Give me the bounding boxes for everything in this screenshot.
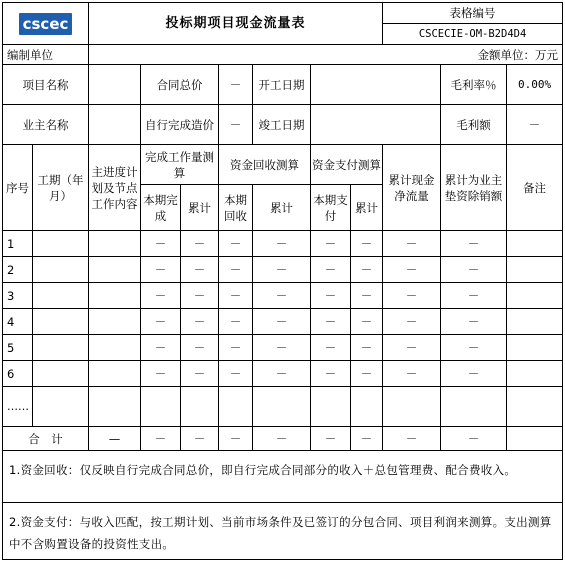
row-period[interactable] [33,309,89,335]
total-label: 合 计 [3,427,89,451]
owner-name-value[interactable] [89,105,141,145]
ellipsis-cell[interactable] [89,387,141,427]
row-value-cell[interactable]: － [253,309,311,335]
row-value-cell[interactable]: － [219,231,253,257]
project-name-value[interactable] [89,65,141,105]
total-cell: － [141,427,181,451]
amount-unit: 金额单位：万元 [383,45,563,65]
col-cum-pay-header: 累计 [351,185,383,231]
compiler-value[interactable] [89,45,383,65]
col-payment-header: 资金支付测算 [311,145,383,185]
row-value-cell[interactable]: － [181,257,219,283]
data-rows [3,231,563,387]
row-seq: 4 [3,309,33,335]
total-cell: － [383,427,441,451]
row-schedule[interactable] [89,335,141,361]
table-row [3,257,563,283]
total-cell: － [181,427,219,451]
ellipsis-cell[interactable] [441,387,507,427]
page-title: 投标期项目现金流量表 [89,3,383,45]
ellipsis-cell[interactable] [507,387,563,427]
row-value-cell[interactable]: － [141,231,181,257]
col-cum-advance-header: 累计为业主垫资除销额 [441,145,507,231]
row-value-cell[interactable]: － [253,335,311,361]
form-code: CSCECIE-OM-B2D4D4 [383,24,563,45]
row-remark[interactable] [507,361,563,387]
col-cum-done-header: 累计 [181,185,219,231]
row-value-cell[interactable]: － [253,283,311,309]
col-cum-collect-header: 累计 [253,185,311,231]
ellipsis-text: …… [7,399,29,413]
row-value-cell[interactable]: － [441,309,507,335]
col-schedule-header: 主进度计划及节点工作内容 [89,145,141,231]
row-remark[interactable] [507,283,563,309]
total-cell: － [351,427,383,451]
row-schedule[interactable] [89,283,141,309]
total-row [3,427,563,451]
ellipsis-cell[interactable] [181,387,219,427]
row-value-cell[interactable]: － [311,283,351,309]
row-seq: 2 [3,257,33,283]
row-value-cell[interactable]: － [181,361,219,387]
row-period[interactable] [33,283,89,309]
gross-profit-label: 毛利额 [441,105,507,145]
row-value-cell[interactable]: － [141,309,181,335]
row-value-cell[interactable]: － [311,231,351,257]
row-value-cell[interactable]: － [141,257,181,283]
col-cur-pay-header: 本期支付 [311,185,351,231]
table-row [3,231,563,257]
row-value-cell[interactable]: － [219,257,253,283]
total-remark[interactable] [507,427,563,451]
contract-total-value[interactable]: － [219,65,253,105]
start-date-value[interactable] [311,65,441,105]
ellipsis-cell[interactable] [141,387,181,427]
compiler-label: 编制单位 [3,45,89,65]
col-work-done-header: 完成工作量测算 [141,145,219,185]
col-collection-header: 资金回收测算 [219,145,311,185]
row-value-cell[interactable]: － [141,335,181,361]
row-seq: 5 [3,335,33,361]
col-period-header: 工期（年月） [33,145,89,231]
row-value-cell[interactable]: － [311,257,351,283]
row-period[interactable] [33,257,89,283]
row-schedule[interactable] [89,309,141,335]
gross-margin-rate-value[interactable]: 0.00% [507,65,563,105]
ellipsis-cell[interactable] [33,387,89,427]
col-remark-header: 备注 [507,145,563,231]
row-seq: 3 [3,283,33,309]
col-seq-header: 序号 [3,145,33,231]
ellipsis-cell[interactable] [351,387,383,427]
gross-margin-rate-label: 毛利率％ [441,65,507,105]
row-value-cell[interactable]: － [253,361,311,387]
row-value-cell[interactable]: － [351,335,383,361]
row-value-cell[interactable]: － [383,335,441,361]
row-value-cell[interactable]: － [181,335,219,361]
row-value-cell[interactable]: － [441,257,507,283]
row-remark[interactable] [507,257,563,283]
row-value-cell[interactable]: － [383,309,441,335]
row-value-cell[interactable]: － [253,257,311,283]
col-cur-done-header: 本期完成 [141,185,181,231]
completion-date-label: 竣工日期 [253,105,311,145]
row-value-cell[interactable]: － [441,335,507,361]
row-value-cell[interactable]: － [253,231,311,257]
table-row [3,335,563,361]
row-value-cell[interactable]: － [351,257,383,283]
row-remark[interactable] [507,309,563,335]
self-completed-label: 自行完成造价 [141,105,219,145]
completion-date-value[interactable] [311,105,441,145]
row-seq: 1 [3,231,33,257]
row-value-cell[interactable]: － [383,283,441,309]
total-cell: － [219,427,253,451]
row-schedule[interactable] [89,231,141,257]
row-schedule[interactable] [89,257,141,283]
row-value-cell[interactable]: － [141,283,181,309]
total-cell: － [311,427,351,451]
logo-cell [3,3,89,45]
ellipsis-cell[interactable] [383,387,441,427]
ellipsis-cell[interactable] [219,387,253,427]
form-code-label: 表格编号 [383,3,563,24]
project-name-label: 项目名称 [3,65,89,105]
row-value-cell[interactable]: － [181,231,219,257]
ellipsis-seq [3,387,33,427]
row-period[interactable] [33,361,89,387]
note-1: 1.资金回收：仅反映自行完成合同总价，即自行完成合同部分的收入＋总包管理费、配合费收入。 [3,451,563,503]
row-value-cell[interactable]: － [441,231,507,257]
row-value-cell[interactable]: － [311,335,351,361]
row-value-cell[interactable]: － [181,283,219,309]
row-value-cell[interactable]: － [441,283,507,309]
row-value-cell[interactable]: － [219,335,253,361]
row-value-cell[interactable]: － [383,361,441,387]
cash-flow-table [2,2,563,560]
row-value-cell[interactable]: － [351,231,383,257]
table-row [3,361,563,387]
total-cell: － [253,427,311,451]
row-value-cell[interactable]: － [219,309,253,335]
row-remark[interactable] [507,335,563,361]
owner-name-label: 业主名称 [3,105,89,145]
start-date-label: 开工日期 [253,65,311,105]
row-value-cell[interactable]: － [219,361,253,387]
row-schedule[interactable] [89,361,141,387]
total-cell: － [441,427,507,451]
row-period[interactable] [33,231,89,257]
row-value-cell[interactable]: － [311,309,351,335]
total-schedule: — [89,427,141,451]
row-seq: 6 [3,361,33,387]
row-value-cell[interactable]: － [383,231,441,257]
note-2: 2.资金支付：与收入匹配，按工期计划、当前市场条件及已签订的分包合同、项目利润来测算。支出测算中不含购置设备的投资性支出。 [3,503,563,560]
table-row [3,283,563,309]
row-remark[interactable] [507,231,563,257]
row-value-cell[interactable]: － [383,257,441,283]
gross-profit-value[interactable]: － [507,105,563,145]
row-period[interactable] [33,335,89,361]
row-value-cell[interactable]: － [311,361,351,387]
table-row [3,309,563,335]
row-value-cell[interactable]: － [351,361,383,387]
row-value-cell[interactable]: － [351,309,383,335]
row-value-cell[interactable]: － [351,283,383,309]
cash-flow-sheet [2,2,564,560]
self-completed-value[interactable]: － [219,105,253,145]
col-cum-net-header: 累计现金净流量 [383,145,441,231]
col-cur-collect-header: 本期回收 [219,185,253,231]
row-value-cell[interactable]: － [441,361,507,387]
row-value-cell[interactable]: － [141,361,181,387]
ellipsis-cell[interactable] [311,387,351,427]
ellipsis-cell[interactable] [253,387,311,427]
row-value-cell[interactable]: － [181,309,219,335]
company-logo: cscec [19,13,73,35]
row-value-cell[interactable]: － [219,283,253,309]
contract-total-label: 合同总价 [141,65,219,105]
